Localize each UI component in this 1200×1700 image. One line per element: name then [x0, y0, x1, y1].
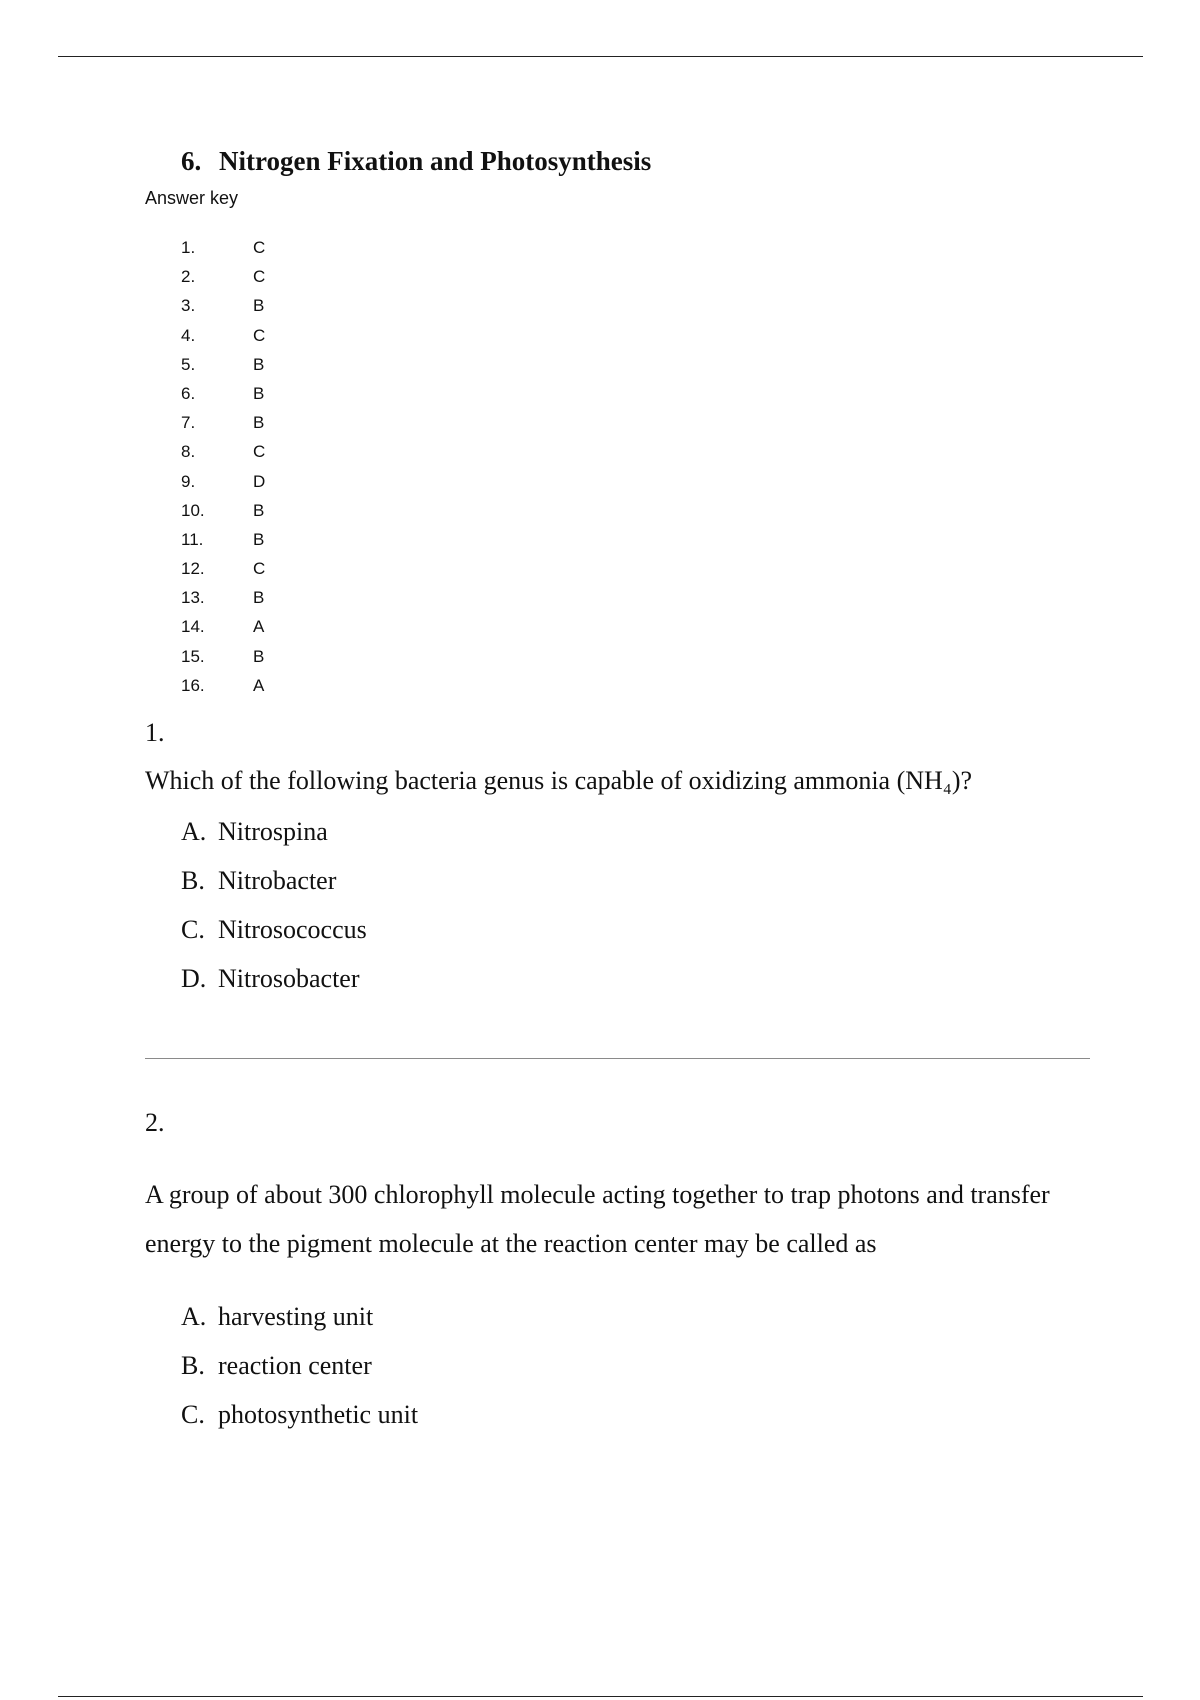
- answer-value: B: [253, 383, 265, 403]
- option-letter: D.: [181, 964, 207, 993]
- answer-value: A: [253, 617, 265, 637]
- page-bottom-rule: [58, 1696, 1143, 1697]
- answer-key-list: [181, 233, 265, 700]
- answer-option: [181, 954, 367, 1003]
- answer-number: 9.: [181, 471, 196, 491]
- answer-number: 11.: [181, 529, 204, 549]
- answer-key-item: [181, 642, 265, 671]
- answer-option: [181, 1390, 418, 1439]
- answer-value: C: [253, 442, 266, 462]
- answer-key-item: [181, 321, 265, 350]
- answer-number: 7.: [181, 413, 196, 433]
- page-top-rule: [58, 56, 1143, 57]
- answer-option: [181, 807, 367, 856]
- answer-key-item: [181, 408, 265, 437]
- answer-value: C: [253, 238, 266, 257]
- option-letter: B.: [181, 1351, 205, 1380]
- answer-number: 5.: [181, 354, 196, 374]
- option-letter: A.: [181, 1302, 207, 1331]
- answer-key-item: [181, 379, 265, 408]
- answer-number: 2.: [181, 267, 196, 287]
- answer-key-item: [181, 437, 265, 466]
- answer-option: [181, 1292, 418, 1341]
- answer-key-item: [181, 496, 265, 525]
- option-text: Nitrosococcus: [218, 915, 367, 944]
- answer-value: B: [253, 296, 265, 316]
- section-number: 6.: [181, 146, 202, 176]
- answer-key-item: [181, 291, 265, 320]
- answer-value: C: [253, 559, 266, 579]
- answer-option: [181, 905, 367, 954]
- question-number: 1.: [145, 718, 165, 747]
- answer-number: 8.: [181, 442, 196, 462]
- option-text: reaction center: [218, 1351, 372, 1380]
- section-title: [181, 144, 651, 178]
- option-letter: B.: [181, 866, 205, 895]
- answer-option: [181, 856, 367, 905]
- answer-option: [181, 1341, 418, 1390]
- option-letter: C.: [181, 915, 205, 944]
- answer-number: 10.: [181, 500, 205, 520]
- answer-key-item: [181, 671, 265, 700]
- answer-key-item: [181, 233, 265, 262]
- option-text: harvesting unit: [218, 1302, 374, 1331]
- answer-number: 15.: [181, 646, 205, 666]
- option-text: Nitrosobacter: [218, 964, 360, 993]
- answer-value: B: [253, 413, 265, 433]
- answer-number: 4.: [181, 325, 196, 345]
- answer-key-label: Answer key: [145, 188, 239, 208]
- answer-value: B: [253, 354, 265, 374]
- option-letter: C.: [181, 1400, 205, 1429]
- option-text: Nitrobacter: [218, 866, 337, 895]
- answer-key-item: [181, 262, 265, 291]
- answer-key-item: [181, 554, 265, 583]
- answer-key-item: [181, 467, 265, 496]
- answer-key-item: [181, 612, 265, 641]
- question-options: [181, 1292, 418, 1439]
- option-letter: A.: [181, 817, 207, 846]
- answer-number: 13.: [181, 588, 205, 608]
- section-title-text: Nitrogen Fixation and Photosynthesis: [219, 146, 652, 176]
- answer-number: 3.: [181, 296, 196, 316]
- answer-value: B: [253, 529, 265, 549]
- option-text: photosynthetic unit: [218, 1400, 419, 1429]
- question-divider: [145, 1058, 1090, 1059]
- answer-number: 16.: [181, 675, 205, 695]
- answer-key-item: [181, 525, 265, 554]
- option-text: Nitrospina: [218, 817, 328, 846]
- answer-number: 14.: [181, 617, 205, 637]
- answer-value: C: [253, 325, 266, 345]
- question-number: 2.: [145, 1108, 165, 1137]
- answer-number: 12.: [181, 559, 205, 579]
- question-options: [181, 807, 367, 1003]
- answer-number: 1.: [181, 238, 196, 257]
- answer-value: C: [253, 267, 266, 287]
- answer-value: D: [253, 471, 266, 491]
- answer-number: 6.: [181, 383, 196, 403]
- question-text: A group of about 300 chlorophyll molecule acting together to trap photons and transfer energy to the pigment molecule at the reaction center may be called as: [145, 1180, 1050, 1258]
- answer-value: A: [253, 675, 265, 695]
- answer-value: B: [253, 500, 265, 520]
- answer-key-item: [181, 583, 265, 612]
- question-text: Which of the following bacteria genus is capable of oxidizing ammonia (NH₄)?: [145, 766, 973, 795]
- answer-value: B: [253, 646, 265, 666]
- answer-key-item: [181, 350, 265, 379]
- answer-value: B: [253, 588, 265, 608]
